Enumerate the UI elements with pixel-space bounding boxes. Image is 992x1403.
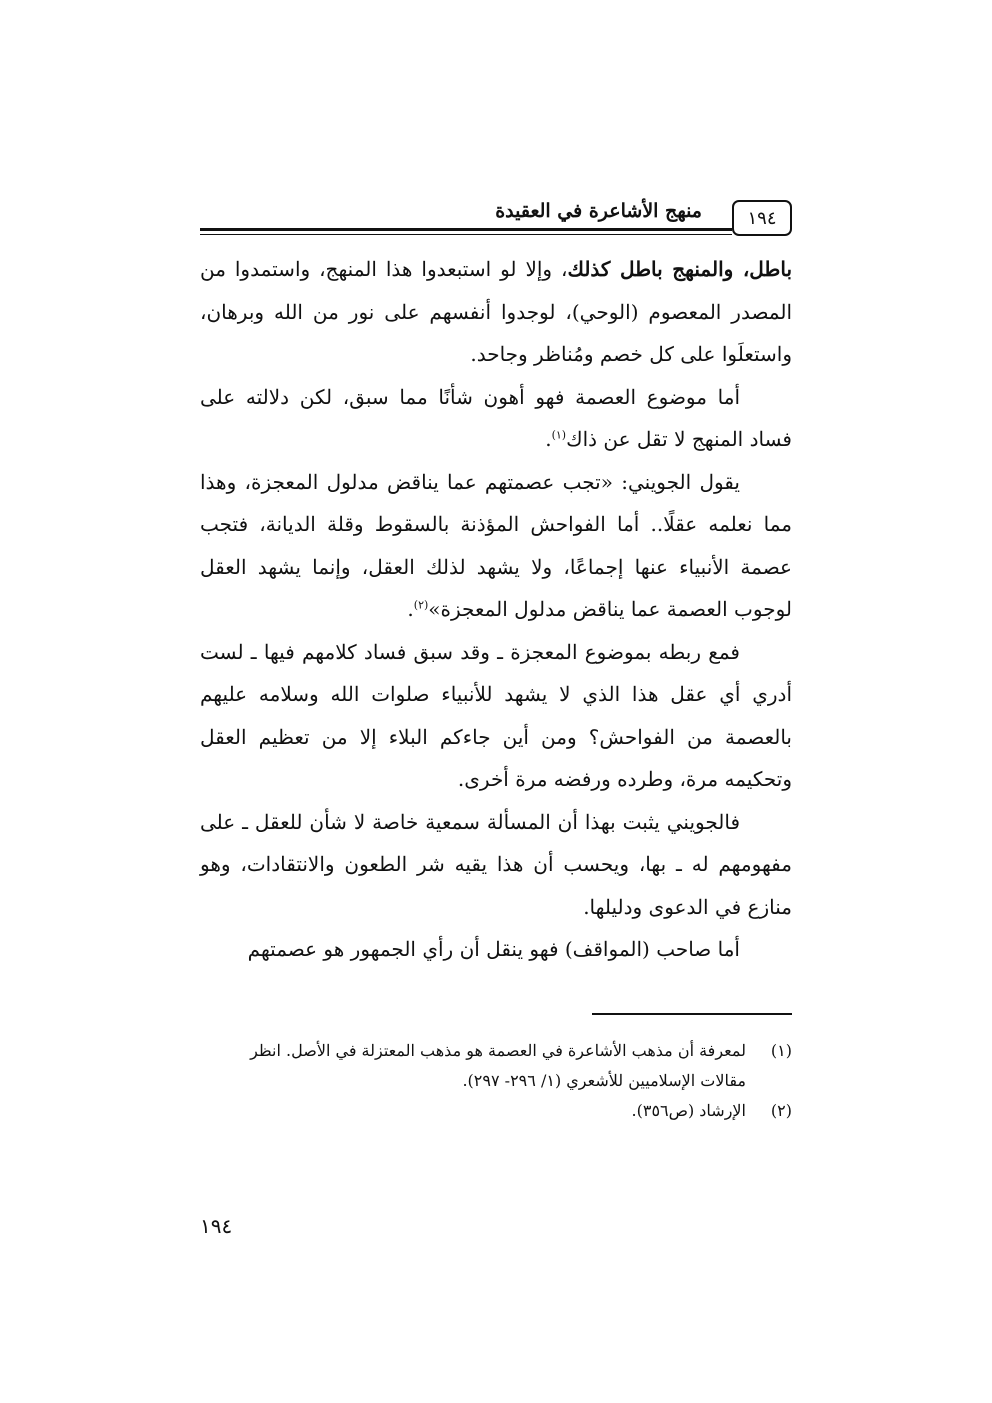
footnote-2-text: الإرشاد (ص٣٥٦).: [631, 1101, 746, 1120]
footnote-ref-2: (٢): [413, 598, 429, 612]
footnotes: [200, 1036, 792, 1126]
header-rule-thin: [200, 234, 732, 235]
footnote-2: [200, 1096, 792, 1126]
header-rule-thick: [200, 228, 732, 231]
paragraph-1-bold: باطل، والمنهج باطل كذلك: [567, 257, 793, 281]
page-number: ١٩٤: [200, 1214, 233, 1238]
paragraph-3-end: .: [407, 597, 414, 621]
footnote-separator: [592, 1013, 792, 1015]
footnote-ref-1: (١): [551, 428, 567, 442]
header-title: منهج الأشاعرة في العقيدة: [495, 200, 702, 222]
paragraph-2-text: أما موضوع العصمة فهو أهون شأنًا مما سبق، لكن دلالته على فساد المنهج لا تقل عن ذاك: [200, 384, 792, 451]
main-text: [200, 248, 792, 971]
paragraph-5: فالجويني يثبت بهذا أن المسألة سمعية خاصة لا شأن للعقل ـ على مفهومهم له ـ بها، ويحسب أن هذا يقيه شر الطعون والانتقادات، وهو منازع في الدعوى ودليلها.: [200, 809, 792, 919]
paragraph-1-rest: ، وإلا لو استبعدوا هذا المنهج، واستمدوا من المصدر المعصوم (الوحي)، لوجدوا أنفسهم على نور من الله وبرهان، واستعلَوا على كل خصم ومُناظر وجاحد.: [200, 257, 792, 366]
header-page-number-box: ١٩٤: [732, 200, 792, 236]
paragraph-4: فمع ربطه بموضوع المعجزة ـ وقد سبق فساد كلامهم فيها ـ لست أدري أي عقل هذا الذي لا يشهد للأنبياء صلوات الله وسلامه عليهم بالعصمة من الفواحش؟ ومن أين جاءكم البلاء إلا من تعظيم العقل وتحكيمه مرة، وطرده ورفضه مرة أخرى.: [200, 639, 793, 791]
footnote-1-text: لمعرفة أن مذهب الأشاعرة في العصمة هو مذهب المعتزلة في الأصل. انظر مقالات الإسلاميين للأشعري (١/ ٢٩٦- ٢٩٧).: [250, 1041, 746, 1090]
paragraph-6: أما صاحب (المواقف) فهو ينقل أن رأي الجمهور هو عصمتهم: [247, 937, 740, 961]
footnote-2-number: (٢): [770, 1101, 792, 1120]
paragraph-1: [200, 248, 792, 376]
footnote-1-number: (١): [770, 1041, 792, 1060]
paragraph-3: [200, 461, 792, 631]
running-header: [200, 200, 792, 240]
footnote-1: [200, 1036, 792, 1096]
paragraph-3-text: يقول الجويني: «تجب عصمتهم عما يناقض مدلول المعجزة، وهذا مما نعلمه عقلًا.. أما الفواحش المؤذنة بالسقوط وقلة الديانة، فتجب عصمة الأنبياء عنها إجماعًا، ولا يشهد لذلك العقل، وإنما يشهد العقل لوجوب العصمة عما يناقض مدلول المعجزة»: [200, 469, 792, 621]
paragraph-2: [200, 376, 792, 461]
paragraph-2-end: .: [545, 427, 552, 451]
